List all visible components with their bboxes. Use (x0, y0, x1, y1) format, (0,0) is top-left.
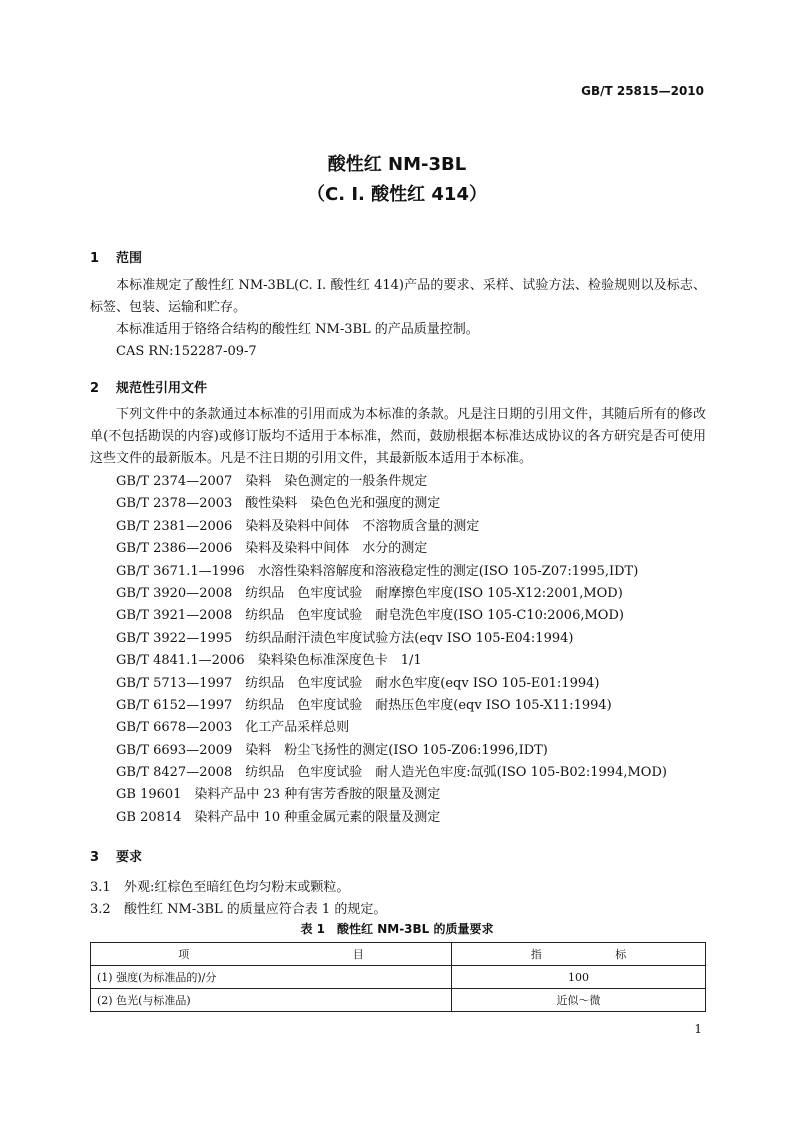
reference-item: GB/T 8427—2008 纺织品 色牢度试验 耐人造光色牢度:氙弧(ISO 105-B02:1994,MOD) (116, 765, 667, 781)
clause-number: 3.1 (90, 880, 111, 895)
table-cell-value: 近似～微 (452, 989, 706, 1012)
cas-number: CAS RN:152287-09-7 (116, 344, 257, 359)
reference-item: GB/T 3921—2008 纺织品 色牢度试验 耐皂洗色牢度(ISO 105-C10:2006,MOD) (116, 608, 624, 624)
reference-item: GB/T 6678—2003 化工产品采样总则 (116, 720, 350, 736)
quality-requirements-table (90, 942, 706, 1012)
reference-list (116, 471, 667, 829)
reference-item: GB/T 4841.1—2006 染料染色标准深度色卡 1/1 (116, 653, 422, 669)
table-header-row (91, 943, 706, 966)
requirement-3-2 (90, 898, 386, 917)
reference-item: GB 20814 染料产品中 10 种重金属元素的限量及测定 (116, 809, 441, 825)
section-title: 范围 (116, 251, 143, 266)
reference-item: GB/T 2381—2006 染料及染料中间体 不溶物质含量的测定 (116, 518, 480, 534)
clause-text: 外观:红棕色至暗红色均匀粉末或颗粒。 (124, 880, 350, 895)
requirement-3-1 (90, 876, 349, 895)
references-intro: 下列文件中的条款通过本标准的引用而成为本标准的条款。凡是注日期的引用文件，其随后所有的修改单(不包括勘误的内容)或修订版均不适用于本标准，然而，鼓励根据本标准达成协议的各方研究是否可使用这些文件的最新版本。凡是不注日期的引用文件，其最新版本适用于本标准。 (90, 407, 706, 466)
table-cell-item: (2) 色光(与标准品) (91, 989, 452, 1012)
document-subtitle: （C. I. 酸性红 414） (307, 184, 487, 205)
section-2-heading (90, 377, 207, 396)
clause-number: 3.2 (90, 902, 111, 917)
section-number: 3 (90, 850, 100, 865)
reference-item: GB/T 6693—2009 染料 粉尘飞扬性的测定(ISO 105-Z06:1996,IDT) (116, 742, 548, 758)
reference-item: GB/T 2378—2003 酸性染料 染色色光和强度的测定 (116, 496, 441, 512)
clause-text: 酸性红 NM-3BL 的质量应符合表 1 的规定。 (124, 902, 387, 917)
reference-item: GB 19601 染料产品中 23 种有害芳香胺的限量及测定 (116, 787, 441, 803)
section-title: 要求 (116, 850, 143, 865)
section-title: 规范性引用文件 (116, 381, 208, 396)
table-row (91, 989, 706, 1012)
section-3-heading (90, 846, 142, 865)
document-title: 酸性红 NM-3BL (327, 154, 467, 175)
reference-item: GB/T 3671.1—1996 水溶性染料溶解度和溶液稳定性的测定(ISO 105-Z07:1995,IDT) (116, 563, 639, 579)
table-caption: 表 1 酸性红 NM-3BL 的质量要求 (300, 922, 494, 936)
reference-item: GB/T 3920—2008 纺织品 色牢度试验 耐摩擦色牢度(ISO 105-X12:2001,MOD) (116, 585, 623, 601)
table-cell-value: 100 (452, 966, 706, 989)
scope-paragraph: 本标准规定了酸性红 NM-3BL(C. I. 酸性红 414)产品的要求、采样、试验方法、检验规则以及标志、标签、包装、运输和贮存。 (90, 278, 706, 315)
reference-item: GB/T 5713—1997 纺织品 色牢度试验 耐水色牢度(eqv ISO 105-E01:1994) (116, 675, 600, 691)
section-1-heading (90, 247, 142, 266)
reference-item: GB/T 3922—1995 纺织品耐汗渍色牢度试验方法(eqv ISO 105-E04:1994) (116, 630, 574, 646)
column-header-item: 项 目 (91, 943, 452, 966)
scope-applicability: 本标准适用于铬络合结构的酸性红 NM-3BL 的产品质量控制。 (116, 322, 479, 337)
table-cell-item: (1) 强度(为标准品的)/分 (91, 966, 452, 989)
reference-item: GB/T 6152—1997 纺织品 色牢度试验 耐热压色牢度(eqv ISO 105-X11:1994) (116, 697, 612, 713)
page-number: 1 (694, 1022, 702, 1036)
reference-item: GB/T 2386—2006 染料及染料中间体 水分的测定 (116, 541, 428, 557)
column-header-spec: 指 标 (452, 943, 706, 966)
section-number: 2 (90, 381, 100, 396)
standard-code: GB/T 25815—2010 (581, 84, 704, 98)
section-number: 1 (90, 251, 100, 266)
table-row (91, 966, 706, 989)
reference-item: GB/T 2374—2007 染料 染色测定的一般条件规定 (116, 474, 428, 489)
